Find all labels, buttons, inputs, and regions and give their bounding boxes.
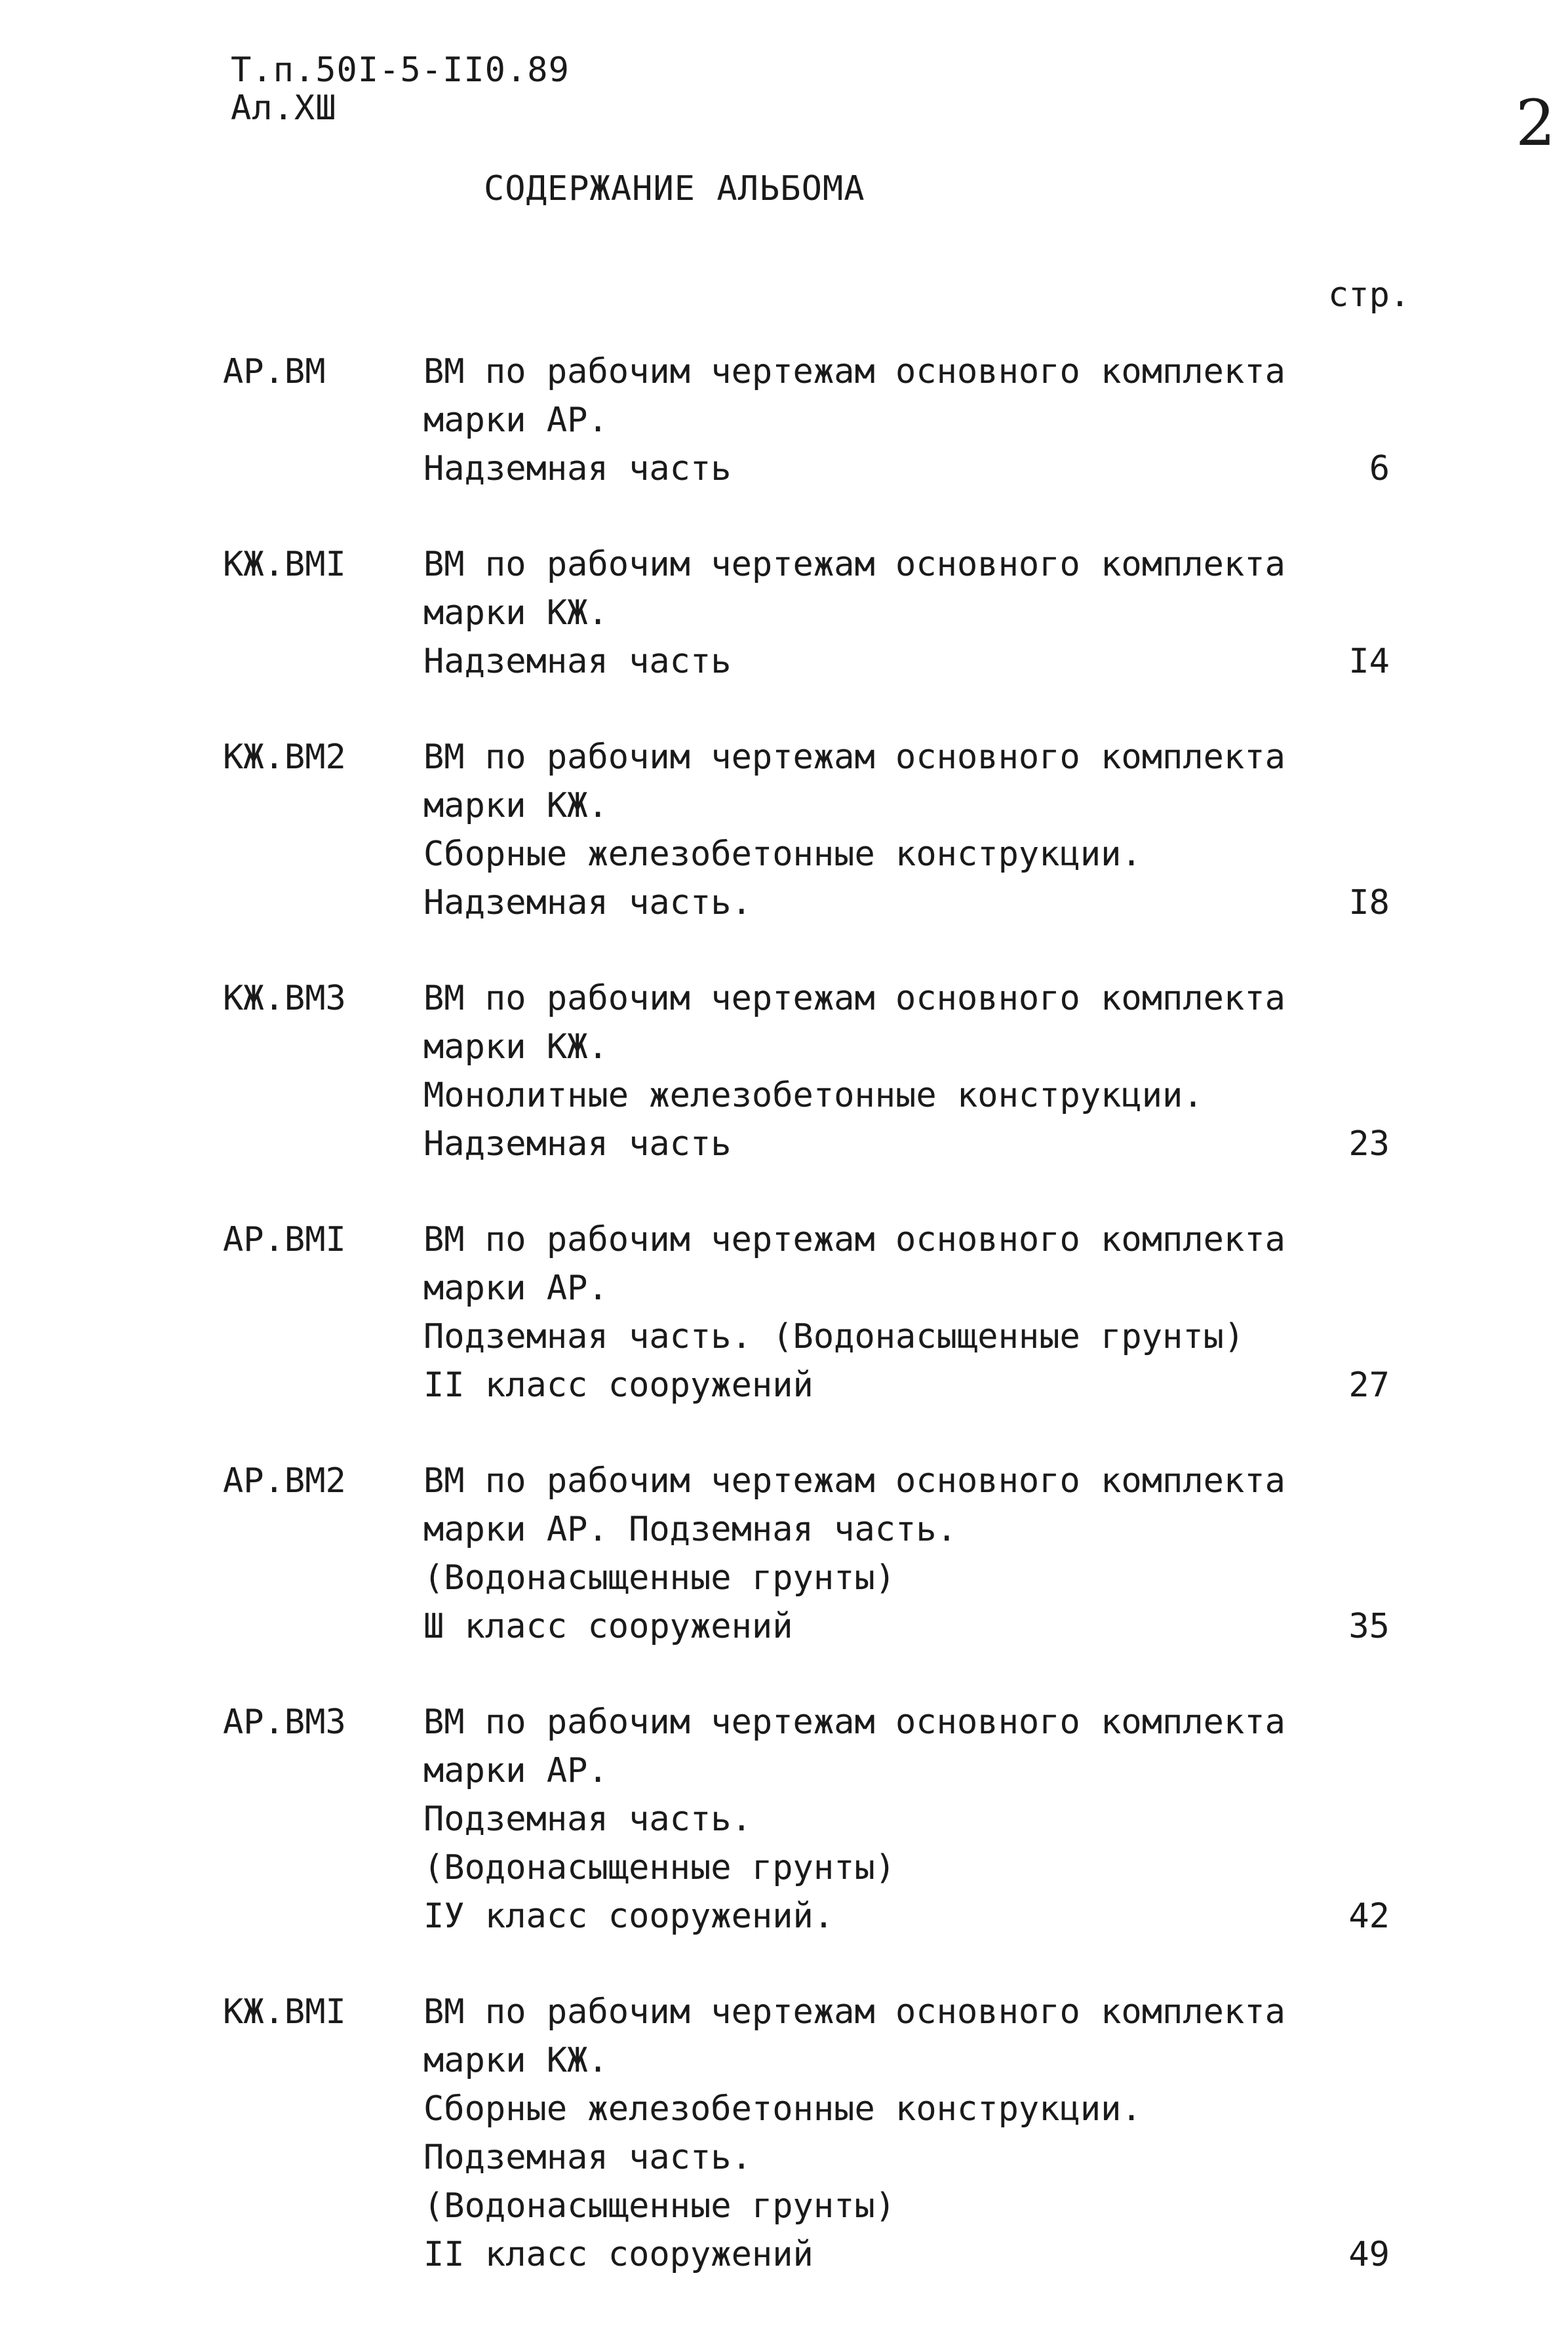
contents-entry	[0, 347, 1568, 493]
entry-description-line: марки КЖ.	[423, 1027, 608, 1067]
contents-entry	[0, 733, 1568, 927]
contents-list	[0, 347, 1568, 2326]
entry-description-line: марки КЖ.	[423, 786, 608, 825]
entry-description-line: Подземная часть.	[423, 1800, 752, 1839]
entry-description-line: II класс сооружений	[423, 1366, 813, 1405]
document-code	[231, 51, 570, 127]
entry-code: АР.ВМ2	[223, 1461, 346, 1501]
entry-description-line: (Водонасыщенные грунты)	[423, 1848, 896, 1887]
entry-description-line: Сборные железобетонные конструкции.	[423, 2089, 1142, 2129]
entry-description	[423, 1215, 1315, 1409]
contents-entry	[0, 1457, 1568, 1651]
document-code-line-1: Т.п.50I-5-II0.89	[231, 50, 570, 90]
entry-description-line: ВМ по рабочим чертежам основного комплекта	[423, 738, 1285, 777]
entry-description-line: ВМ по рабочим чертежам основного комплекта	[423, 1703, 1285, 1742]
contents-entry	[0, 540, 1568, 686]
entry-code: КЖ.ВМI	[223, 545, 346, 584]
entry-description-line: марки АР. Подземная часть.	[423, 1510, 957, 1549]
entry-description	[423, 540, 1315, 686]
entry-description	[423, 1457, 1315, 1651]
entry-description-line: ВМ по рабочим чертежам основного комплекта	[423, 1461, 1285, 1501]
contents-entry	[0, 974, 1568, 1168]
entry-description-line: Сборные железобетонные конструкции.	[423, 835, 1142, 874]
entry-page-number: 42	[1348, 1897, 1390, 1936]
entry-description-line: марки АР.	[423, 1269, 608, 1308]
entry-page-number: 49	[1348, 2235, 1390, 2274]
entry-description-line: Подземная часть.	[423, 2138, 752, 2177]
entry-description	[423, 347, 1315, 493]
contents-entry	[0, 1215, 1568, 1409]
entry-description-line: марки КЖ.	[423, 2041, 608, 2080]
entry-description-line: Надземная часть	[423, 1124, 732, 1164]
entry-page-number: 35	[1348, 1607, 1390, 1646]
entry-description-line: Ш класс сооружений	[423, 1607, 793, 1646]
entry-description-line: Подземная часть. (Водонасыщенные грунты)	[423, 1317, 1245, 1356]
entry-description-line: марки КЖ.	[423, 593, 608, 633]
contents-entry	[0, 1698, 1568, 1941]
entry-description-line: ВМ по рабочим чертежам основного комплекта	[423, 352, 1285, 391]
entry-code: АР.ВМ3	[223, 1703, 346, 1742]
entry-description-line: ВМ по рабочим чертежам основного комплекта	[423, 1992, 1285, 2032]
entry-description-line: ВМ по рабочим чертежам основного комплекта	[423, 545, 1285, 584]
entry-page-number: I4	[1348, 642, 1390, 681]
contents-entry	[0, 1988, 1568, 2279]
entry-code: АР.ВМ	[223, 352, 326, 391]
entry-description-line: (Водонасыщенные грунты)	[423, 1558, 896, 1598]
entry-page-number: I8	[1348, 883, 1390, 922]
entry-page-number: 27	[1348, 1366, 1390, 1405]
entry-page-number: 6	[1369, 449, 1390, 488]
entry-description-line: IУ класс сооружений.	[423, 1897, 834, 1936]
entry-code: КЖ.ВМ3	[223, 979, 346, 1018]
entry-description-line: ВМ по рабочим чертежам основного комплекта	[423, 979, 1285, 1018]
entry-code: КЖ.ВМI	[223, 1992, 346, 2032]
entry-description-line: Надземная часть	[423, 449, 732, 488]
entry-description	[423, 1698, 1315, 1941]
entry-code: КЖ.ВМ2	[223, 738, 346, 777]
entry-description-line: марки АР.	[423, 1751, 608, 1790]
entry-description	[423, 1988, 1315, 2279]
entry-description	[423, 974, 1315, 1168]
entry-description-line: марки АР.	[423, 401, 608, 440]
entry-description-line: (Водонасыщенные грунты)	[423, 2186, 896, 2226]
entry-description-line: Монолитные железобетонные конструкции.	[423, 1076, 1204, 1115]
page-number: 2	[1516, 87, 1556, 160]
entry-page-number: 23	[1348, 1124, 1390, 1164]
entry-description-line: Надземная часть	[423, 642, 732, 681]
pages-column-label: стр.	[1328, 275, 1411, 315]
document-code-line-2: Ал.XШ	[231, 89, 337, 128]
entry-code: АР.ВМI	[223, 1220, 346, 1259]
entry-description-line: ВМ по рабочим чертежам основного комплекта	[423, 1220, 1285, 1259]
entry-description	[423, 733, 1315, 927]
entry-description-line: II класс сооружений	[423, 2235, 813, 2274]
page-title: СОДЕРЖАНИЕ АЛЬБОМА	[484, 169, 865, 208]
entry-description-line: Надземная часть.	[423, 883, 752, 922]
